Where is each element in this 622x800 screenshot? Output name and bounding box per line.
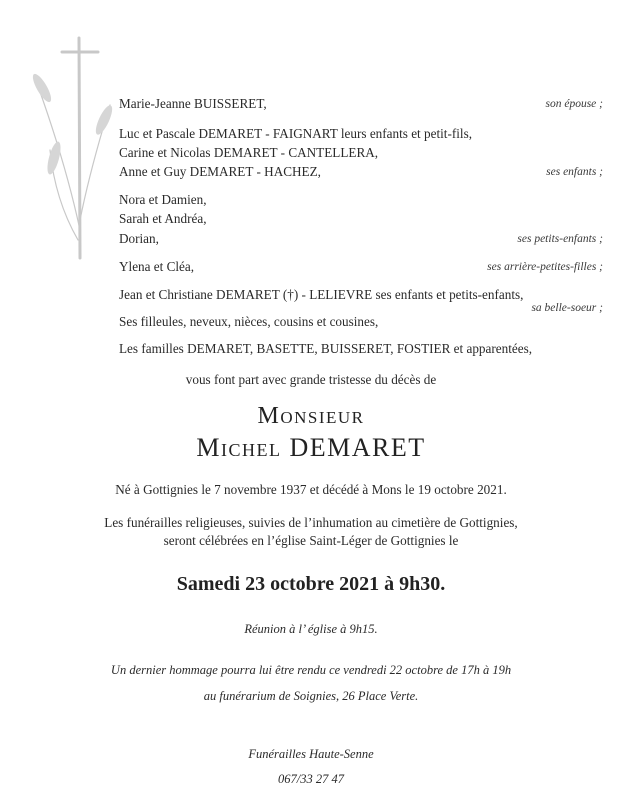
family-name: Les familles DEMARET, BASETTE, BUISSERET, FOSTIER et apparentées, xyxy=(119,341,533,356)
family-relation: sa belle-soeur ; xyxy=(531,302,603,314)
deceased-name: Michel DEMARET xyxy=(196,433,426,462)
family-line xyxy=(119,145,615,161)
funeral-home: Funérailles Haute-Senne xyxy=(248,747,374,761)
phone: 067/33 27 47 xyxy=(278,772,344,786)
family-line xyxy=(119,314,615,330)
family-name: Nora et Damien, xyxy=(119,192,207,207)
family-line xyxy=(119,287,615,314)
family-relation: ses arrière-petites-filles ; xyxy=(487,261,603,273)
title: Monsieur xyxy=(257,403,365,429)
funeral-line-1: Les funérailles religieuses, suivies de l’inhumation au cimetière de Gottignies, xyxy=(104,515,518,530)
family-relation: ses enfants ; xyxy=(546,166,603,178)
funeral-date: Samedi 23 octobre 2021 à 9h30. xyxy=(176,573,446,595)
family-name: Marie-Jeanne BUISSERET, xyxy=(119,96,267,111)
birth-death: Né à Gottignies le 7 novembre 1937 et décédé à Mons le 19 octobre 2021. xyxy=(115,482,507,497)
family-name: Luc et Pascale DEMARET - FAIGNART leurs enfants et petit-fils, xyxy=(119,126,472,141)
family-name: Ses filleules, neveux, nièces, cousins et cousines, xyxy=(119,314,379,329)
family-name: Anne et Guy DEMARET - HACHEZ, xyxy=(119,164,321,179)
family-name: Dorian, xyxy=(119,231,159,246)
tribute-line-1: Un dernier hommage pourra lui être rendu ce vendredi 22 octobre de 17h à 19h xyxy=(110,663,512,677)
family-line xyxy=(119,164,615,180)
family-name: Jean et Christiane DEMARET (†) - LELIEVRE ses enfants et petits-enfants, xyxy=(119,287,524,302)
family-relation: ses petits-enfants ; xyxy=(517,233,603,245)
family-relation: son épouse ; xyxy=(545,98,603,110)
family-line xyxy=(119,211,615,227)
funeral-line-2: seront célébrées en l’église Saint-Léger de Gottignies le xyxy=(163,533,459,548)
cross-wheat-icon xyxy=(20,30,120,260)
family-line xyxy=(119,192,615,208)
family-line xyxy=(119,259,615,275)
family-line xyxy=(119,231,615,247)
announcement: vous font part avec grande tristesse du décès de xyxy=(185,372,437,387)
family-name: Sarah et Andréa, xyxy=(119,211,207,226)
tribute-line-2: au funérarium de Soignies, 26 Place Verte. xyxy=(203,689,419,703)
gathering: Réunion à l’ église à 9h15. xyxy=(244,622,378,636)
family-name: Carine et Nicolas DEMARET - CANTELLERA, xyxy=(119,145,379,160)
family-line xyxy=(119,96,615,112)
family-line xyxy=(119,341,615,357)
family-name: Ylena et Cléa, xyxy=(119,259,195,274)
family-line xyxy=(119,126,615,142)
